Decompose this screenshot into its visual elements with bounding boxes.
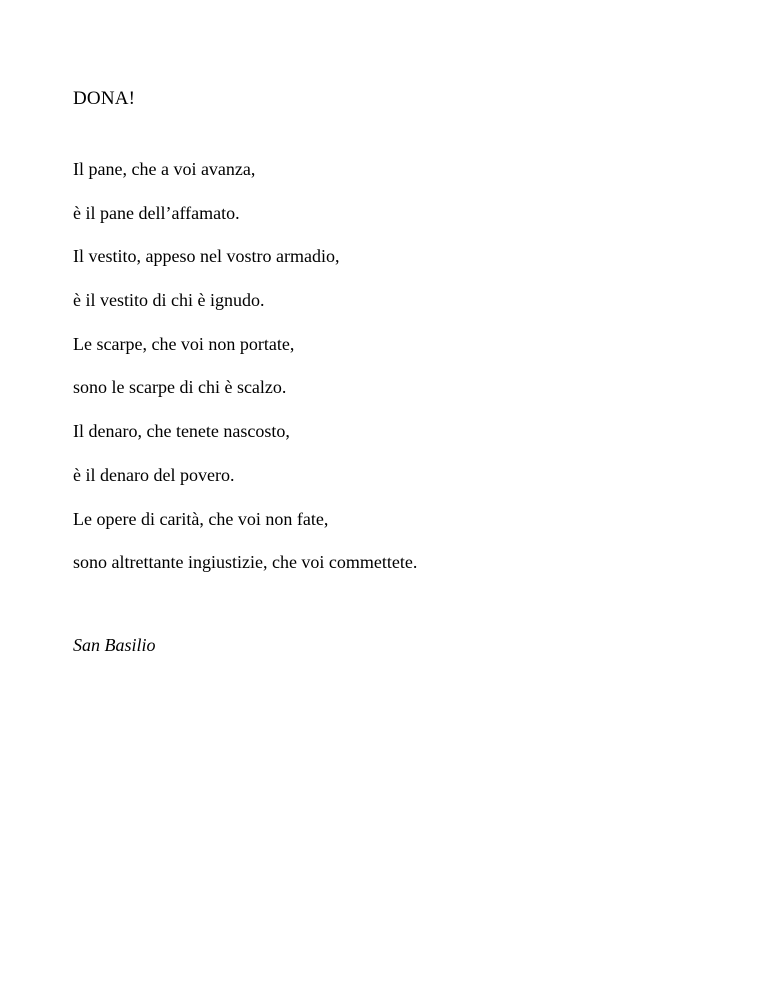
poem-author: San Basilio [73, 635, 156, 655]
poem-title: DONA! [73, 88, 136, 109]
poem-line: è il vestito di chi è ignudo. [73, 290, 265, 311]
poem-line: è il pane dell’affamato. [73, 202, 240, 223]
poem-line: Il denaro, che tenete nascosto, [73, 421, 290, 442]
poem-body [73, 157, 417, 594]
poem-line: Le opere di carità, che voi non fate, [73, 508, 329, 529]
poem-line: sono le scarpe di chi è scalzo. [73, 377, 287, 398]
poem-line: sono altrettante ingiustizie, che voi commettete. [73, 552, 418, 573]
poem-line: Le scarpe, che voi non portate, [73, 333, 295, 354]
poem-line: Il pane, che a voi avanza, [73, 159, 256, 179]
poem-line: Il vestito, appeso nel vostro armadio, [73, 246, 340, 267]
poem-line: è il denaro del povero. [73, 464, 235, 485]
